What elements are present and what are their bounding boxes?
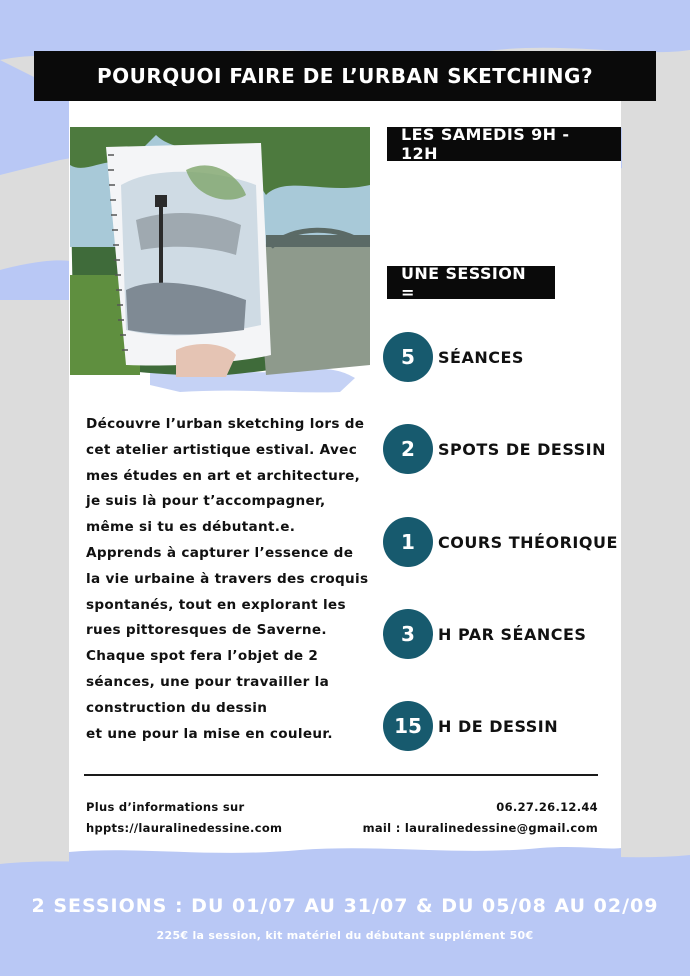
phone-number[interactable]: 06.27.26.12.44 [496,800,598,814]
description-line: rues pittoresques de Saverne. [86,622,327,639]
description-text [86,412,376,747]
sketchbook-photo [66,125,370,377]
price-info: 225€ la session, kit matériel du débutant supplément 50€ [156,929,534,942]
stat-heures-seance [383,609,586,659]
stat-seances [383,332,524,382]
divider [84,774,598,776]
stat-number-badge: 15 [383,701,433,751]
stat-spots [383,424,606,474]
description-line: Chaque spot fera l’objet de 2 [86,648,319,665]
stat-cours [383,517,618,567]
email-link[interactable]: mail : lauralinedessine@gmail.com [362,821,598,835]
stat-number-badge: 5 [383,332,433,382]
description-line: spontanés, tout en explorant les [86,596,346,613]
stat-number-badge: 3 [383,609,433,659]
description-line: Découvre l’urban sketching lors de [86,416,365,432]
description-line: la vie urbaine à travers des croquis [86,570,369,587]
description-line: je suis là pour t’accompagner, [86,493,326,510]
page-title: POURQUOI FAIRE DE L’URBAN SKETCHING? [34,51,656,101]
description-line: construction du dessin [86,699,268,716]
description-line: séances, une pour travailler la [86,673,330,690]
description-line: Apprends à capturer l’essence de [86,544,354,561]
session-label: UNE SESSION = [387,266,555,299]
description-line: même si tu es débutant.e. [86,519,296,536]
stat-number-badge: 2 [383,424,433,474]
stat-number-badge: 1 [383,517,433,567]
info-label: Plus d’informations sur [86,800,245,814]
description-line: mes études en art et architecture, [86,467,361,484]
sessions-dates: 2 SESSIONS : DU 01/07 AU 31/07 & DU 05/08 AU 02/09 [31,895,659,917]
stat-label: SPOTS DE DESSIN [438,439,607,459]
description-line: cet atelier artistique estival. Avec [86,441,358,458]
description-line: et une pour la mise en couleur. [86,725,333,742]
stat-label: SÉANCES [438,347,524,367]
stat-label: COURS THÉORIQUE [438,532,618,552]
website-link[interactable]: hppts://lauralinedessine.com [86,821,283,835]
schedule-label: LES SAMEDIS 9H - 12H [387,127,621,161]
stat-label: H PAR SÉANCES [438,624,587,644]
stat-heures-dessin [383,701,558,751]
stat-label: H DE DESSIN [438,716,559,736]
